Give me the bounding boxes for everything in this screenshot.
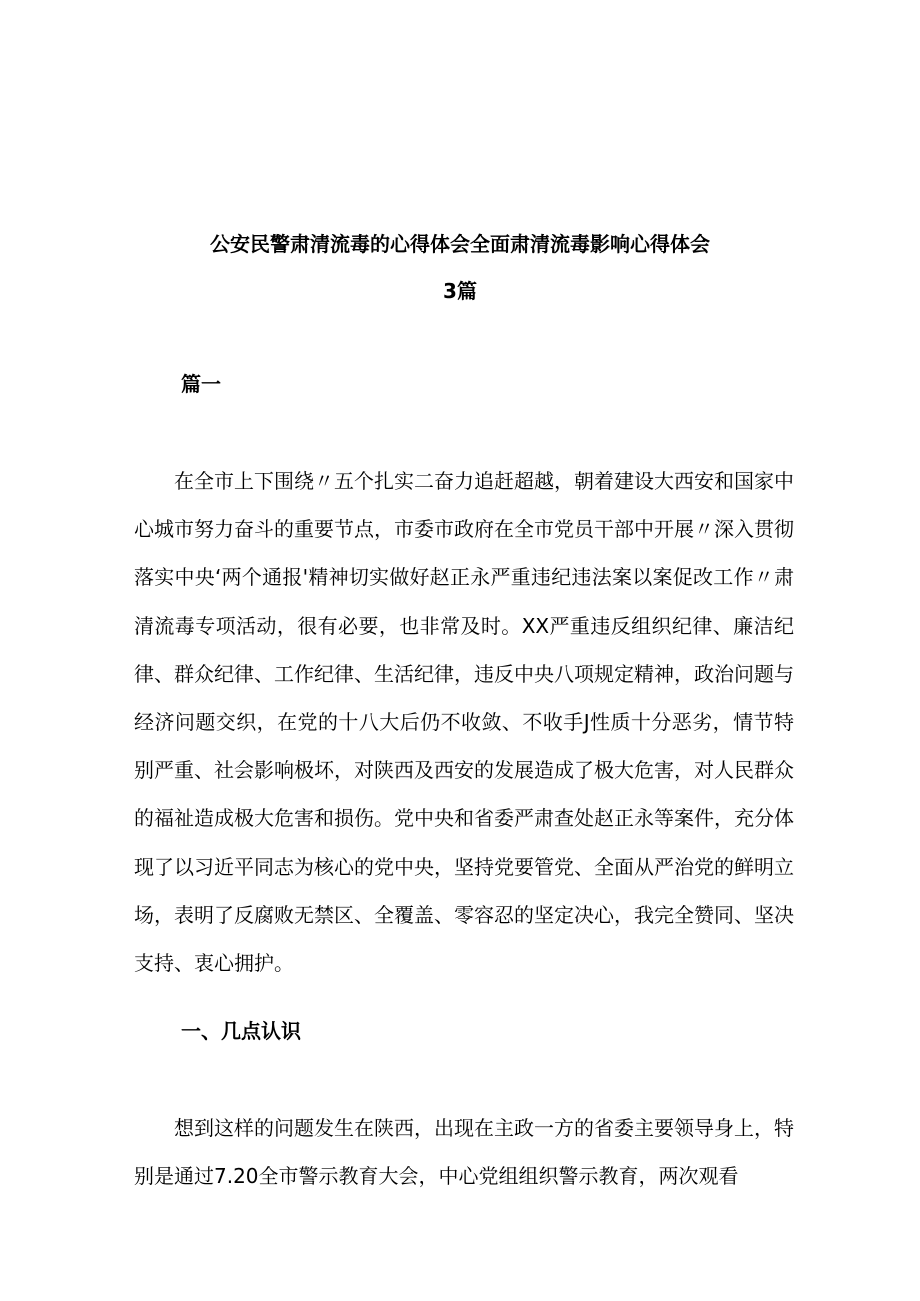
- section-heading: 篇一: [181, 372, 221, 396]
- paragraph-2: 想到这样的问题发生在陕西，出现在主政一方的省委主要领导身上，特别是通过7.20全市警示教育大会，中心党组组织警示教育，两次观看: [134, 1116, 794, 1189]
- paragraph-1: 在全市上下围绕〃五个扎实二奋力追赶超越，朝着建设大西安和国家中心城市努力奋斗的重要节点，市委市政府在全市党员干部中开展〃深入贯彻落实中央‘两个通报'精神切实做好赵正永严重违纪违法案以案促改工作〃肃清流毒专项活动，很有必要，也非常及时。XX严重违反组织纪律、廉洁纪律、群众纪律、工作纪律、生活纪律，违反中央八项规定精神，政治问题与经济问题交织，在党的十八大后仍不收敛、不收手J性质十分恶劣，情节特别严重、社会影响极坏，对陕西及西安的发展造成了极大危害，对人民群众的福祉造成极大危害和损伤。党中央和省委严肃查处赵正永等案件，充分体现了以习近平同志为核心的党中央，坚持党要管党、全面从严治党的鲜明立场，表明了反腐败无禁区、全覆盖、零容忍的坚定决心，我完全赞同、坚决支持、衷心拥护。: [134, 469, 794, 976]
- document-title-line2: 3篇: [443, 279, 477, 303]
- subheading-1: 一、几点认识: [181, 1019, 301, 1043]
- document-title-line1: 公安民警肃清流毒的心得体会全面肃清流毒影响心得体会: [210, 232, 710, 256]
